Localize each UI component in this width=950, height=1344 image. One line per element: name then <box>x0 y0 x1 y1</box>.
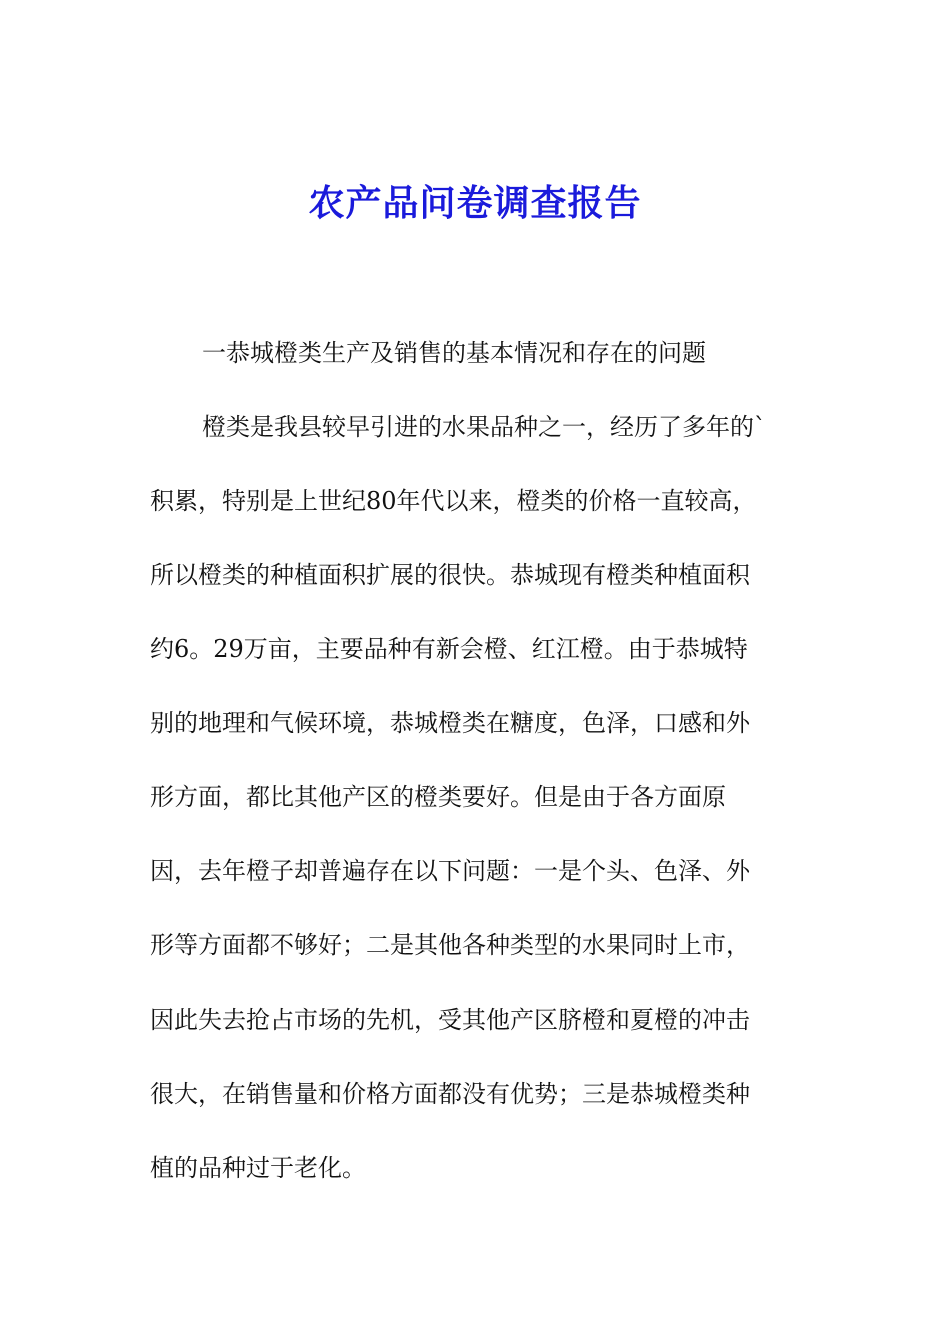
body-line-6: 形方面，都比其他产区的橙类要好。但是由于各方面原 <box>150 783 726 811</box>
body-line-2: 积累，特别是上世纪80年代以来，橙类的价格一直较高， <box>150 487 757 515</box>
body-line-4: 约6。29万亩，主要品种有新会橙、红江橙。由于恭城特 <box>150 635 748 663</box>
body-line-9: 因此失去抢占市场的先机，受其他产区脐橙和夏橙的冲击 <box>150 1006 750 1034</box>
body-line-8: 形等方面都不够好；二是其他各种类型的水果同时上市， <box>150 931 750 959</box>
body-line-10: 很大，在销售量和价格方面都没有优势；三是恭城橙类种 <box>150 1080 750 1108</box>
body-line-11: 植的品种过于老化。 <box>150 1154 366 1182</box>
section-heading: 一恭城橙类生产及销售的基本情况和存在的问题 <box>202 339 706 367</box>
body-line-5: 别的地理和气候环境，恭城橙类在糖度，色泽，口感和外 <box>150 709 750 737</box>
body-line-3: 所以橙类的种植面积扩展的很快。恭城现有橙类种植面积 <box>150 561 750 589</box>
document-title: 农产品问卷调查报告 <box>308 182 642 224</box>
body-line-1: 橙类是我县较早引进的水果品种之一，经历了多年的` <box>202 413 766 441</box>
body-line-7: 因，去年橙子却普遍存在以下问题：一是个头、色泽、外 <box>150 857 750 885</box>
